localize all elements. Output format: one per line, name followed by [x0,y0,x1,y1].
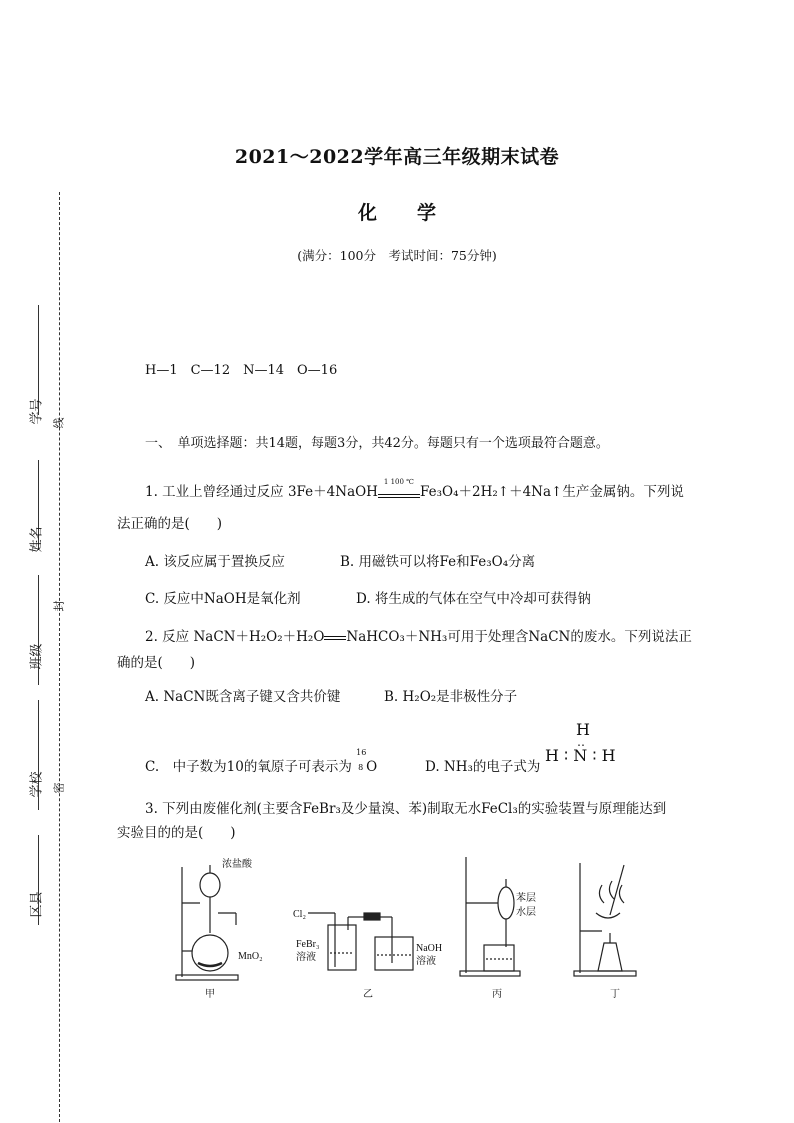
q1-option-b: B. 用磁铁可以将Fe和Fe₃O₄分离 [340,554,536,570]
bing-label-benzene: 苯层 [516,893,536,904]
q2-stem-part-a: 2. 反应 NaCN＋H₂O₂＋H₂O [145,629,325,645]
q2-stem-part-b: NaHCO₃＋NH₃可用于处理含NaCN的废水。下列说法正 [346,629,692,645]
yi-caption: 乙 [363,989,373,1000]
jia-label-hcl: 浓盐酸 [222,859,252,870]
yi-label-cl2: Cl₂ [293,909,306,920]
yi-label-solution2: 溶液 [416,956,436,967]
q1-option-a: A. 该反应属于置换反应 [145,554,285,570]
subject-title: 化学 [357,202,476,224]
q2-option-a: A. NaCN既含离子键又含共价键 [145,689,341,705]
lewis-top-h: H [576,720,590,739]
q1-stem-part-b: Fe₃O₄＋2H₂↑＋4Na↑生产金属钠。下列说 [419,484,684,500]
q2-stem-line1 [145,625,692,645]
q2-stem-line2: 确的是( ) [117,655,196,671]
q1-stem-line1 [145,477,684,500]
q2-option-c-text: C. 中子数为10的氧原子可表示为 [145,759,352,775]
seal-line-char: 线 [52,417,66,429]
q2-option-c [145,748,378,775]
yi-label-naoh: NaOH [416,943,443,954]
q1-option-c: C. 反应中NaOH是氧化剂 [145,591,301,607]
apparatus-ding-figure [574,863,636,976]
apparatus-bing-figure [460,857,520,976]
jia-label-mno2: MnO₂ [238,951,263,962]
nuclide-element: O [366,759,378,775]
yi-label-solution1: 溶液 [296,952,316,963]
q2-option-d: D. NH₃的电子式为 [425,759,541,775]
q1-stem-line2: 法正确的是( ) [117,516,223,532]
lewis-top-dots: ‥ [577,735,586,749]
ding-caption: 丁 [610,989,620,1000]
q1-option-d: D. 将生成的气体在空气中冷却可获得钠 [356,591,591,607]
q3-stem-line1: 3. 下列由废催化剂(主要含FeBr₃及少量溴、苯)制取无水FeCl₃的实验装置与原理能达到 [145,801,667,817]
bing-label-water: 水层 [516,907,536,918]
exam-info: (满分：100分 考试时间：75分钟) [297,248,497,263]
binding-margin-dashed-line [59,192,60,1122]
class-label: 班级 [29,643,45,670]
school-label: 学校 [29,771,45,798]
equals-sign [324,636,346,640]
q3-stem-line2: 实验目的的是( ) [117,825,236,841]
reaction-condition: 1 100 ℃ [383,477,415,486]
jia-caption: 甲 [205,989,215,1000]
section-heading: 一、 单项选择题：共14题，每题3分，共42分。每题只有一个选项最符合题意。 [145,436,609,451]
yi-label-febr3: FeBr₃ [296,939,320,950]
student-id-label: 学号 [29,398,45,425]
apparatus-jia-figure [176,865,238,980]
nuclide-mass-number: 16 [356,748,367,757]
nuclide-atomic-number: 8 [358,763,364,772]
seal-secret-char: 密 [52,782,66,794]
district-label: 区县 [29,891,45,918]
exam-title: 2021～2022学年高三年级期末试卷 [234,146,560,168]
reaction-condition-arrow [378,477,420,498]
seal-seal-char: 封 [52,600,66,612]
oxygen-nuclide-symbol [356,748,367,773]
apparatus-yi-figure [308,913,413,970]
name-label: 姓名 [29,526,45,553]
bing-caption: 丙 [492,989,502,1000]
q1-stem-part-a: 1. 工业上曾经通过反应 3Fe＋4NaOH [145,484,378,500]
apparatus-figures [170,855,690,1005]
lewis-structure-nh3: H ∶ N ∶ H [545,746,616,765]
atomic-masses: H—1 C—12 N—14 O—16 [145,363,338,378]
q2-option-b: B. H₂O₂是非极性分子 [384,689,518,705]
